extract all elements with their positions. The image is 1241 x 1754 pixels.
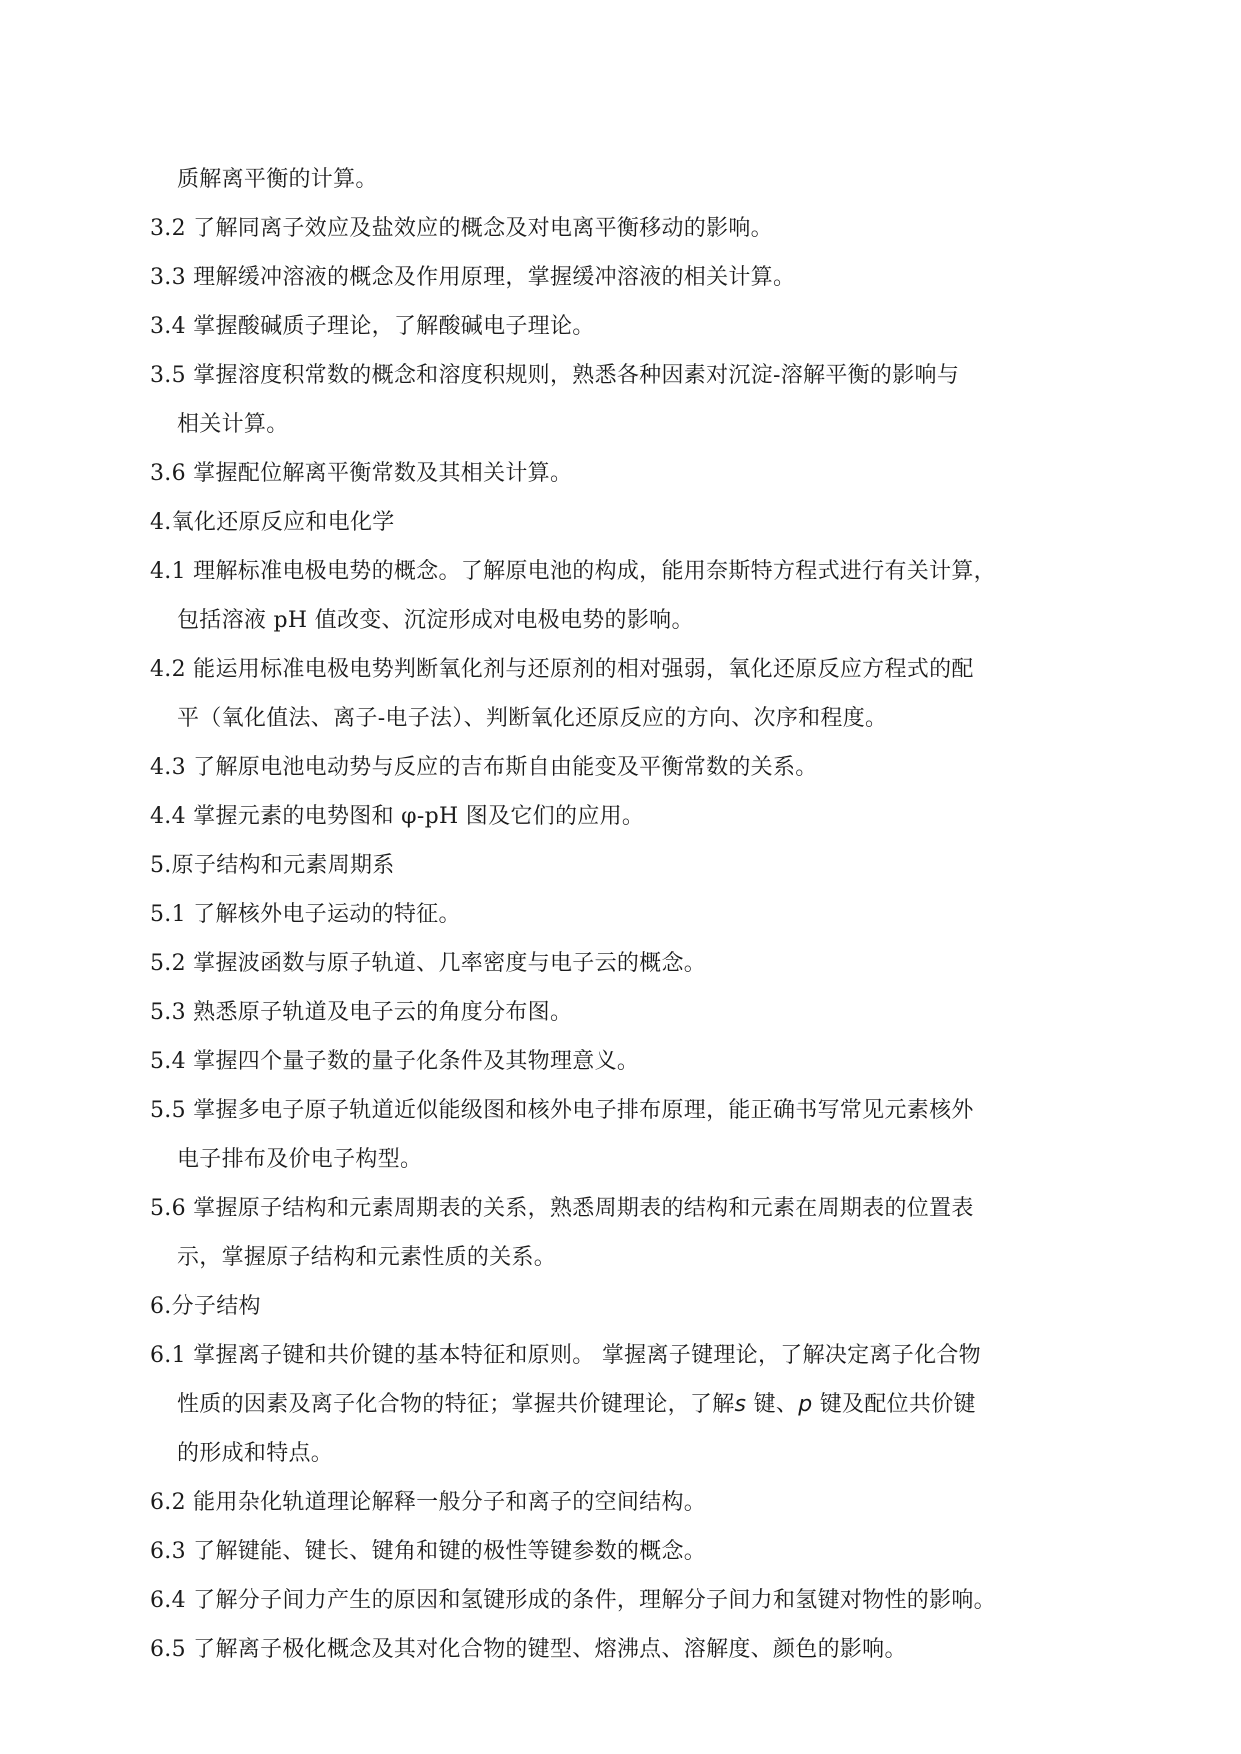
text-line: 5.6 掌握原子结构和元素周期表的关系，熟悉周期表的结构和元素在周期表的位置表 — [150, 1196, 974, 1221]
text-line: 6.4 了解分子间力产生的原因和氢键形成的条件，理解分子间力和氢键对物性的影响。 — [150, 1588, 996, 1613]
text-line: 3.4 掌握酸碱质子理论，了解酸碱电子理论。 — [150, 314, 595, 339]
text-line: 5.3 熟悉原子轨道及电子云的角度分布图。 — [150, 1000, 573, 1025]
text-line: 4.4 掌握元素的电势图和 φ-pH 图及它们的应用。 — [150, 804, 645, 829]
section-heading: 5.原子结构和元素周期系 — [150, 853, 395, 878]
bond-text-after: 键及配位共价键 — [812, 1392, 976, 1417]
section-heading: 4.氧化还原反应和电化学 — [150, 510, 395, 535]
text-line: 相关计算。 — [177, 412, 289, 437]
text-line: 6.5 了解离子极化概念及其对化合物的键型、熔沸点、溶解度、颜色的影响。 — [150, 1637, 907, 1662]
text-line: 6.2 能用杂化轨道理论解释一般分子和离子的空间结构。 — [150, 1490, 707, 1515]
text-line: 示，掌握原子结构和元素性质的关系。 — [177, 1245, 557, 1270]
text-line: 3.2 了解同离子效应及盐效应的概念及对电离平衡移动的影响。 — [150, 216, 773, 241]
text-line: 6.1 掌握离子键和共价键的基本特征和原则。 掌握离子键理论，了解决定离子化合物 — [150, 1343, 981, 1368]
text-line: 包括溶液 pH 值改变、沉淀形成对电极电势的影响。 — [177, 608, 694, 633]
text-line: 5.5 掌握多电子原子轨道近似能级图和核外电子排布原理，能正确书写常见元素核外 — [150, 1098, 974, 1123]
text-line: 6.3 了解键能、键长、键角和键的极性等键参数的概念。 — [150, 1539, 707, 1564]
text-line: 5.2 掌握波函数与原子轨道、几率密度与电子云的概念。 — [150, 951, 707, 976]
sigma-symbol: s — [734, 1392, 747, 1417]
document-body — [150, 155, 1080, 1674]
text-line: 质解离平衡的计算。 — [177, 167, 378, 192]
text-line: 3.3 理解缓冲溶液的概念及作用原理，掌握缓冲溶液的相关计算。 — [150, 265, 796, 290]
text-line: 4.3 了解原电池电动势与反应的吉布斯自由能变及平衡常数的关系。 — [150, 755, 818, 780]
text-line: 的形成和特点。 — [177, 1441, 334, 1466]
pi-symbol: p — [798, 1392, 813, 1417]
bond-text-before: 性质的因素及离子化合物的特征；掌握共价键理论，了解 — [177, 1392, 735, 1417]
text-line: 4.2 能运用标准电极电势判断氧化剂与还原剂的相对强弱，氧化还原反应方程式的配 — [150, 657, 974, 682]
text-line: 平（氧化值法、离子-电子法）、判断氧化还原反应的方向、次序和程度。 — [177, 706, 888, 731]
text-line: 4.1 理解标准电极电势的概念。了解原电池的构成，能用奈斯特方程式进行有关计算， — [150, 559, 996, 584]
bond-text-middle: 键、 — [746, 1392, 799, 1417]
text-line: 电子排布及价电子构型。 — [177, 1147, 423, 1172]
text-line-bonds — [150, 1380, 1080, 1429]
text-line: 5.1 了解核外电子运动的特征。 — [150, 902, 461, 927]
section-heading: 6.分子结构 — [150, 1294, 261, 1319]
text-line: 5.4 掌握四个量子数的量子化条件及其物理意义。 — [150, 1049, 640, 1074]
text-line: 3.6 掌握配位解离平衡常数及其相关计算。 — [150, 461, 573, 486]
text-line: 3.5 掌握溶度积常数的概念和溶度积规则，熟悉各种因素对沉淀-溶解平衡的影响与 — [150, 363, 960, 388]
